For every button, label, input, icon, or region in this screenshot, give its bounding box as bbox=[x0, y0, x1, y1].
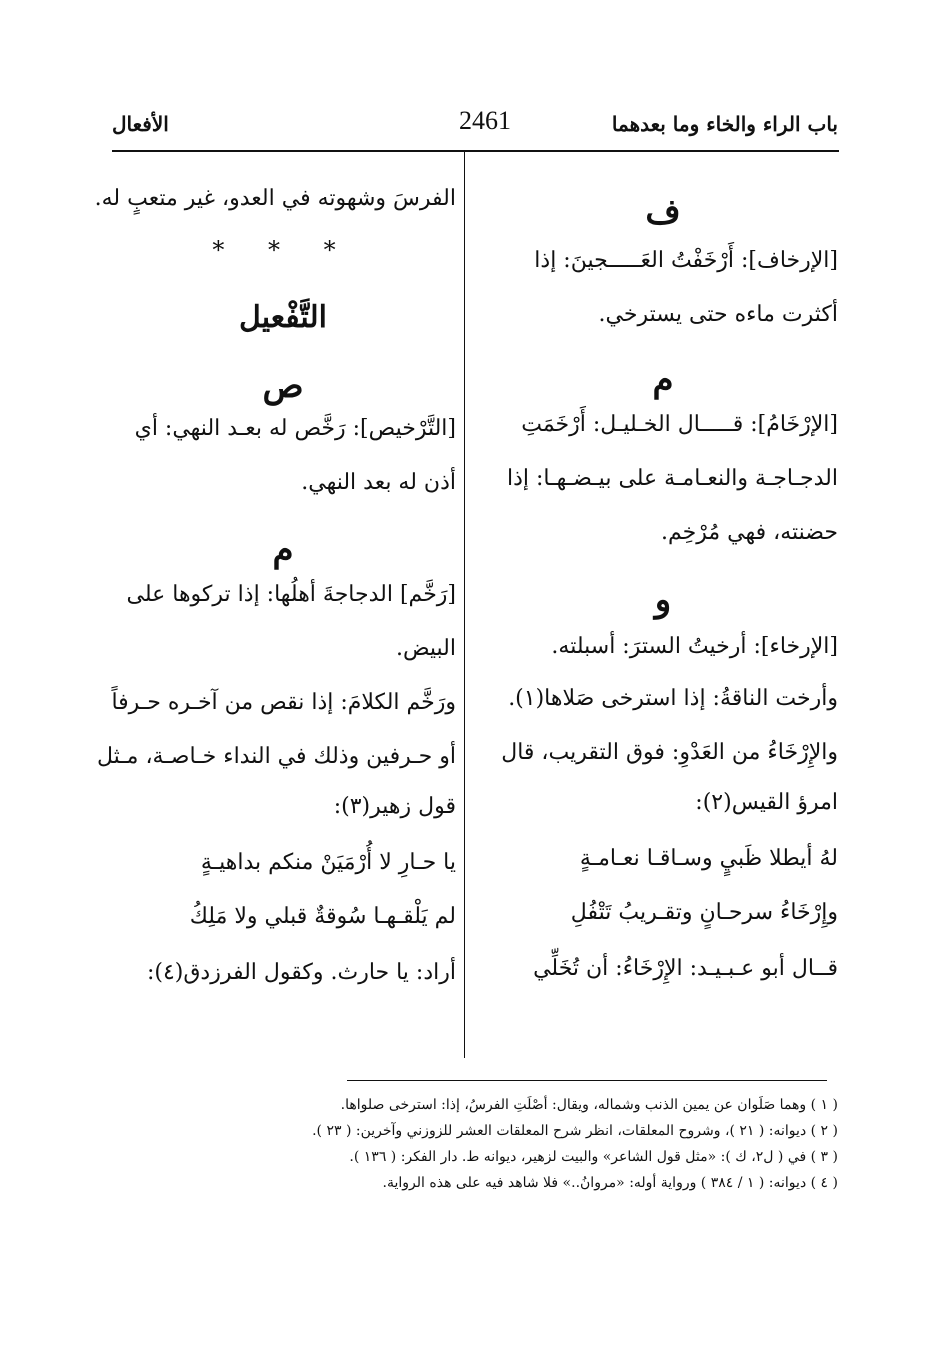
entry-line: قول زهير(٣): bbox=[333, 794, 456, 819]
entry-line: وأرخت الناقةُ: إذا استرخى صَلاها(١). bbox=[508, 686, 838, 711]
header-rule bbox=[112, 150, 839, 152]
entry-line: [الإرخاء]: أرخيتُ السترَ: أسبلته. bbox=[551, 634, 838, 659]
entry-line: [الإرخاف]: أَرْخَفْتُ العَـــــجينَ: إذا bbox=[534, 248, 838, 273]
entry-line: الدجـاجـة والنعـامـة على بيـضـهـا: إذا bbox=[507, 466, 838, 491]
entry-line: أكثرت ماءه حتى يسترخي. bbox=[598, 302, 838, 327]
root-letter-heading: ص bbox=[262, 366, 304, 406]
footnotes bbox=[278, 1092, 838, 1196]
root-letter-heading: م bbox=[272, 530, 294, 570]
entry-line: والإِرْخَاءُ من العَدْوِ: فوق التقريب، قال bbox=[501, 740, 838, 765]
entry-line: أو حـرفين وذلك في النداء خـاصـة، مـثل bbox=[96, 744, 456, 769]
entry-line: الفرسَ وشهوته في العدو، غير متعبٍ له. bbox=[94, 186, 456, 211]
entry-line: حضنته، فهي مُرْخِم. bbox=[661, 520, 838, 545]
entry-line: [التَّرْخيص]: رَخَّص له بعـد النهي: أي bbox=[134, 416, 456, 441]
root-letter-heading: م bbox=[652, 360, 674, 400]
entry-line: [الإرْخَامُ]: قـــــال الخـليـل: أَرْخَمَتِ bbox=[521, 412, 838, 437]
entry-line: أراد: يا حارث. وكقول الفرزدق(٤): bbox=[146, 960, 456, 985]
verse-line: لهُ أيطلا ظَبيٍ وسـاقـا نعـامـةٍ bbox=[579, 846, 838, 871]
page-number: 2461 bbox=[459, 106, 511, 135]
chapter-heading: باب الراء والخاء وما بعدهما bbox=[611, 112, 838, 136]
entry-line: [رَخَّم] الدجاجةَ أهلُها: إذا تركوها على bbox=[126, 582, 456, 607]
footnote-rule bbox=[347, 1080, 827, 1081]
entry-line: امرؤ القيس(٢): bbox=[695, 790, 838, 815]
section-heading: الأفعال bbox=[112, 112, 169, 136]
verse-line: يا حـارِ لا أُرْمَيَنْ منكم بداهيـةٍ bbox=[200, 850, 456, 875]
footnote: ( ٤ ) ديوانه: ( ١ / ٣٨٤ ) ورواية أوله: «مروانُ..» فلا شاهد فيه على هذه الرواية. bbox=[382, 1175, 838, 1191]
footnote: ( ٢ ) ديوانه: ( ٢١ )، وشروح المعلقات، انظر شرح المعلقات العشر للزوزني وآخرين: ( ٢٣ ). bbox=[312, 1123, 838, 1139]
root-letter-heading: ف bbox=[645, 192, 681, 232]
entry-line: البيض. bbox=[395, 636, 456, 661]
section-separator: * * * bbox=[212, 236, 354, 264]
entry-line: ورَخَّم الكلامَ: إذا نقص من آخـره حـرفاً bbox=[111, 690, 456, 715]
section-title: التَّفْعيل bbox=[239, 300, 327, 335]
verse-line: وإِرْخَاءُ سرحـانٍ وتقـريبُ تَتْفُلِ bbox=[570, 900, 838, 925]
root-letter-heading: و bbox=[654, 580, 672, 620]
column-divider bbox=[464, 152, 465, 1058]
entry-line: أذن له بعد النهي. bbox=[301, 470, 456, 495]
right-column bbox=[488, 160, 838, 984]
entry-line: قــال أبو عـبـيـد: الإِرْخَاءُ: أن تُخَلِّي bbox=[533, 956, 838, 981]
footnote: ( ١ ) وهما صَلَوان عن يمين الذنب وشماله، ويقال: أصْلَتِ الفرسُ، إذا: استرخى صلواها. bbox=[340, 1097, 838, 1113]
left-column bbox=[94, 160, 456, 988]
footnote: ( ٣ ) في ( ل٢، ك ): «مثل قول الشاعر» والبيت لزهير، ديوانه ط. دار الفكر: ( ١٣٦ ). bbox=[349, 1149, 838, 1165]
verse-line: لم يَلْقـهـا سُوقةٌ قبلي ولا مَلِكُ bbox=[189, 904, 456, 929]
